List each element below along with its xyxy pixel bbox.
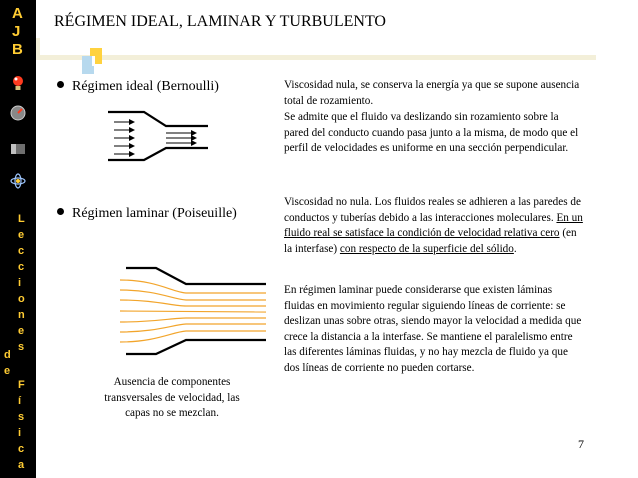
- side-letter: e: [4, 365, 11, 377]
- side-letter: d: [4, 349, 11, 361]
- side-letter: c: [18, 443, 25, 455]
- side-letter: s: [18, 341, 25, 353]
- side-letter: e: [18, 325, 25, 337]
- side-letter: i: [18, 427, 22, 439]
- laminar-text-1-d: con respecto de la superficie del sólido: [339, 242, 514, 255]
- laminar-text-1-e: .: [513, 242, 517, 255]
- logo-letter-a: A: [12, 5, 23, 22]
- magnet-icon: [9, 140, 27, 158]
- gauge-icon: [9, 104, 27, 122]
- slide-title: RÉGIMEN IDEAL, LAMINAR Y TURBULENTO: [54, 13, 386, 30]
- lightbulb-icon: [9, 74, 27, 92]
- decorative-shape: [80, 46, 106, 76]
- atom-icon: [9, 172, 27, 190]
- heading-laminar-text: Régimen laminar (Poiseuille): [72, 206, 237, 221]
- heading-laminar: [57, 206, 237, 222]
- title-rule: [36, 55, 596, 60]
- side-letter: í: [18, 395, 22, 407]
- title-rule-vertical: [36, 38, 40, 56]
- ideal-text-1: Viscosidad nula, se conserva la energía ya que se supone ausencia total de rozamiento.: [284, 79, 580, 107]
- logo-letter-j: J: [12, 23, 21, 40]
- heading-ideal: [57, 79, 219, 95]
- laminar-text-2: En régimen laminar puede considerarse que existen láminas fluidas en movimiento regular siguiendo líneas de corriente: se deslizan unas sobre otras, siendo mayor la velocidad a medida que crece la distancia a la interfase. Se mantiene el paralelismo entre las diferentes láminas fluidas, y no hay mezcla de fluido ya que dos líneas de corriente no pueden cortarse.: [284, 284, 582, 374]
- laminar-text-1-a: Viscosidad no nula. Los fluidos reales se adhieren a las paredes de conductos y tuberías debido a las interacciones moleculares.: [284, 196, 581, 224]
- side-letter: c: [18, 245, 25, 257]
- side-letter: L: [18, 213, 25, 225]
- heading-ideal-text: Régimen ideal (Bernoulli): [72, 79, 219, 94]
- ideal-flow-diagram: [104, 108, 214, 166]
- sidebar: [0, 0, 36, 478]
- bullet-dot: [57, 81, 64, 88]
- side-letter: i: [18, 277, 22, 289]
- laminar-flow-diagram: [116, 262, 274, 362]
- side-letter: F: [18, 379, 25, 391]
- side-letter: c: [18, 261, 25, 273]
- side-letter: e: [18, 229, 25, 241]
- side-letter: n: [18, 309, 25, 321]
- side-letter: s: [18, 411, 25, 423]
- page-number: 7: [578, 437, 584, 451]
- side-letter: a: [18, 459, 25, 471]
- laminar-text-1-b: En un fluido real se satisface la condición de velocidad relativa cero: [284, 211, 583, 240]
- laminar-text-1-c: (en la interfase): [284, 227, 577, 255]
- laminar-text-1: [284, 195, 584, 257]
- side-letter: o: [18, 293, 25, 305]
- bullet-dot: [57, 208, 64, 215]
- laminar-caption: Ausencia de componentes transversales de velocidad, las capas no se mezclan.: [104, 376, 240, 420]
- logo-letter-b: B: [12, 41, 23, 58]
- ideal-text-2: Se admite que el fluido va deslizando sin rozamiento sobre la pared del conducto cuando pasa junto a la misma, de modo que el perfil de velocidades es uniforme en una sección perpendicular.: [284, 111, 579, 155]
